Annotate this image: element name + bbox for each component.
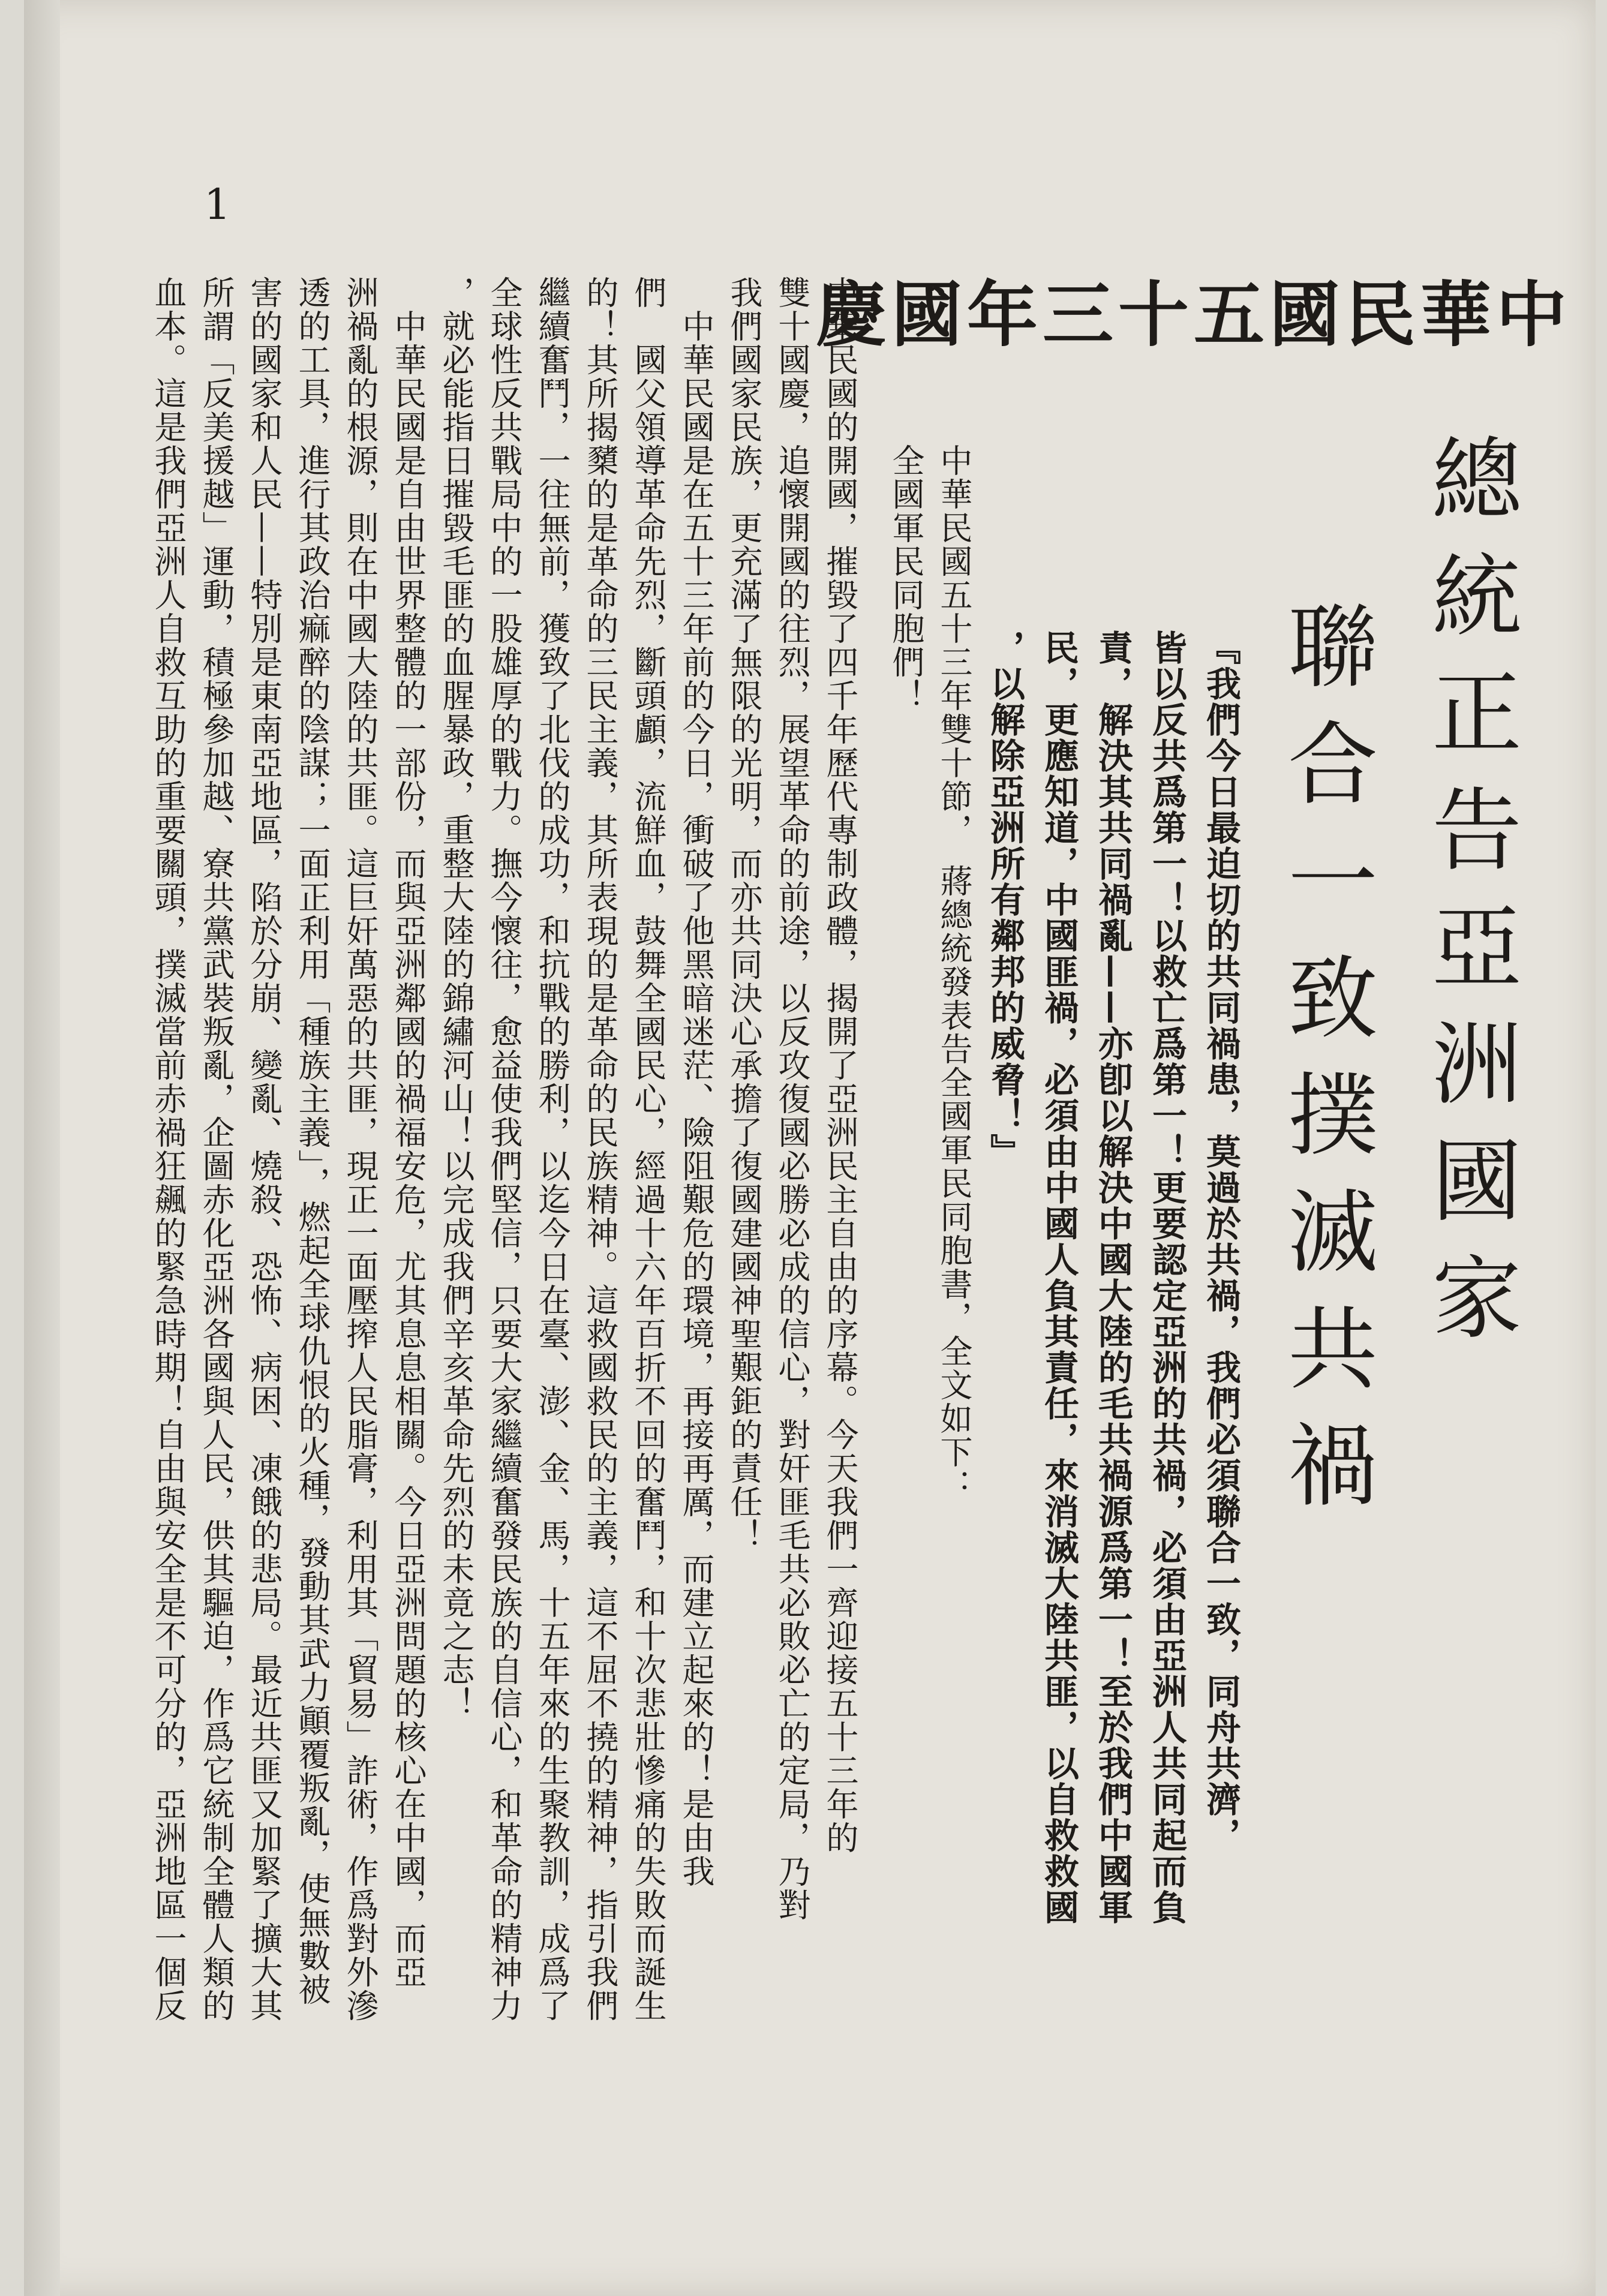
body-text: 中華民國的開國，摧毀了四千年歷代專制政體，揭開了亞洲民主自由的序幕。今天我們一齊迎接五十三年的 雙十國慶，追懷開國的往烈，展望革命的前途，以反攻復國必勝必成的信心，對奸匪毛共必敗必亡的定局，乃對 我們國家民族，更充滿了無限的光明，而亦共同決心承擔了復國建國神聖艱鉅的責任！ 中華民國是在五十三年前的今日，衝破了他黑暗迷茫、險阻艱危的環境，再接再厲，而建立起來的！是由我 們 國父領導革命先烈，斷頭顱，流鮮血，鼓舞全國民心，經過十六年百折不回的奮鬥，和十次悲壯慘痛的失敗而誕生 的！其所揭櫫的是革命的三民主義，其所表現的是革命的民族精神。這救國救民的主義，這不屈不撓的精神，指引我們 繼續奮鬥，一往無前，獲致了北伐的成功，和抗戰的勝利，以迄今日在臺、澎、金、馬，十五年來的生聚教訓，成爲了 全球性反共戰局中的一股雄厚的戰力。撫今懷往，愈益使我們堅信，只要大家繼續奮發民族的自信心，和革命的精神力 ，就必能指日摧毀毛匪的血腥暴政，重整大陸的錦繡河山！以完成我們辛亥革命先烈的未竟之志！ 中華民國是自由世界整體的一部份，而與亞洲鄰國的禍福安危，尤其息息相關。今日亞洲問題的核心在中國，而亞 洲禍亂的根源，則在中國大陸的共匪。這巨奸萬惡的共匪，現正一面壓搾人民脂膏，利用其「貿易」詐術，作爲對外滲 透的工具，進行其政治痲醉的陰謀；一面正利用「種族主義」，燃起全球仇恨的火種，發動其武力顚覆叛亂，使無數被 害的國家和人民——特別是東南亞地區，陷於分崩、變亂、燒殺、恐怖、病困、凍餓的悲局。最近共匪又加緊了擴大其 所謂「反美援越」運動，積極參加越、寮共黨武裝叛亂，企圖赤化亞洲各國與人民，供其驅迫，作爲它統制全體人類的 血本。這是我們亞洲人自救互助的重要關頭，撲滅當前赤禍狂飆的緊急時期！自由與安全是不可分的，亞洲地區一個反 bbox=[149, 276, 859, 2022]
headline: 中華民國五十三年國慶 bbox=[815, 274, 1572, 356]
title-line-2: 聯合一致撲滅共禍 bbox=[1272, 600, 1377, 1535]
page bbox=[24, 0, 1596, 2296]
dateline: 中華民國五十三年雙十節， 蔣總統發表告全國軍民同胞書，全文如下： 全國軍民同胞們！ bbox=[887, 444, 973, 1502]
page-number: 1 bbox=[204, 180, 231, 229]
title-line-1: 總統正告亞洲國家 bbox=[1416, 432, 1521, 1368]
binding-gutter bbox=[24, 0, 60, 2296]
pull-quote: 『我們今日最迫切的共同禍患，莫過於共禍，我們必須聯合一致，同舟共濟， 皆以反共爲第一！以救亡爲第一！更要認定亞洲的共禍，必須由亞洲人共同起而負 責，解決其共同禍亂——亦卽以解決中國大陸的毛共禍源爲第一！至於我們中國軍 民，更應知道，中國匪禍，必須由中國人負其責任，來消滅大陸共匪，以自救救國 ，以解除亞洲所有鄰邦的威脅！』 bbox=[984, 630, 1241, 1925]
